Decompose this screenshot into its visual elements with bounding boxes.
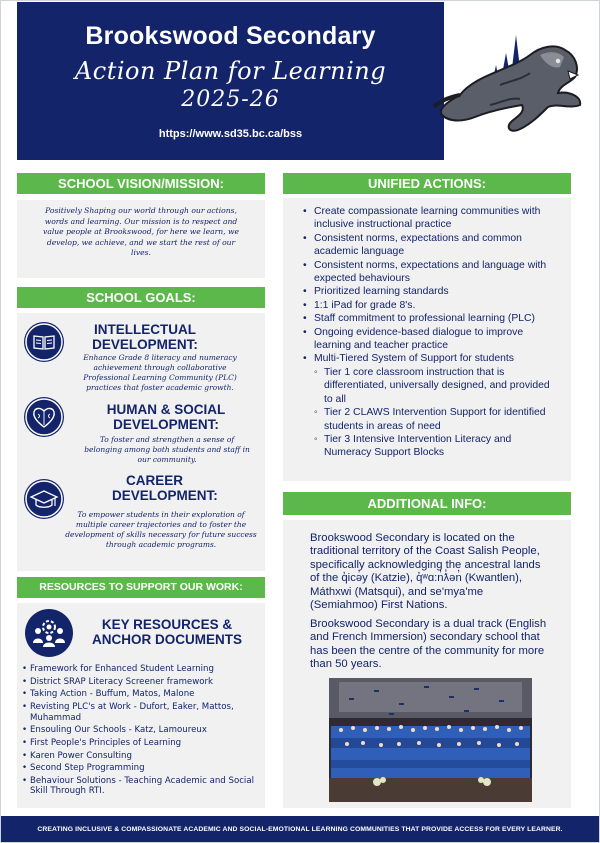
school-name: Brookswood Secondary <box>85 22 376 50</box>
sub-list-item: ◦ Tier 2 CLAWS Intervention Support for identified students in areas of need <box>314 406 553 433</box>
list-item: • Ongoing evidence-based dialogue to improve learning and teacher practice <box>303 326 553 353</box>
goal-social-text: To foster and strengthen a sense of belonging among both students and staff in our community. <box>84 435 250 464</box>
bobcat-mascot-icon <box>430 25 585 145</box>
list-item: • Karen Power Consulting <box>22 751 260 761</box>
vision-text: Positively Shaping our world through our actions, words and learning. Our mission is to respect and value people at Brookswood, for here we learn, we develop, we achieve, and we start the rest of our lives. <box>43 206 239 257</box>
graduation-photo <box>329 678 532 802</box>
goal-career-title: CAREER DEVELOPMENT: <box>112 473 218 503</box>
goal-intellectual-text: Enhance Grade 8 literacy and numeracy achievement through collaborative Professional Learning Community (PLC) practices that foster academic growth. <box>83 353 237 392</box>
plan-title: Action Plan for Learning <box>74 57 387 85</box>
list-item: • Consistent norms, expectations and common academic language <box>303 232 553 259</box>
school-description: Brookswood Secondary is a dual track (English and French Immersion) secondary school that has been the centre of the community for more than 50 years. <box>310 618 547 671</box>
tier-sub-list <box>314 366 553 460</box>
sub-list-item: ◦ Tier 1 core classroom instruction that is differentiated, universally designed, and provided to all <box>314 366 553 406</box>
list-item: • First People's Principles of Learning <box>22 738 260 748</box>
info-heading: ADDITIONAL INFO: <box>283 492 571 515</box>
footer-text: CREATING INCLUSIVE & COMPASSIONATE ACADEMIC AND SOCIAL-EMOTIONAL LEARNING COMMUNITIES THAT PROVIDE ACCESS FOR EVERY LEARNER. <box>37 826 563 833</box>
territory-acknowledgement: Brookswood Secondary is located on the traditional territory of the Coast Salish People, specifically acknowledging the ancestral lands of the q̓icə̓y (Katzie), q̓ʷɑ:n̓ƛ̓ən̓ (Kwantlen), Máthxwi (Matsqui), and se'mya'me (Semiahmoo) First Nations. <box>310 532 541 612</box>
goal-social-title: HUMAN & SOCIAL DEVELOPMENT: <box>106 402 226 432</box>
actions-heading: UNIFIED ACTIONS: <box>283 173 571 194</box>
plan-year: 2025-26 <box>181 87 280 112</box>
sub-list-item: ◦ Tier 3 Intensive Intervention Literacy and Numeracy Support Blocks <box>314 433 553 460</box>
list-item: • 1:1 iPad for grade 8's. <box>303 299 553 312</box>
list-item: • Second Step Programming <box>22 763 260 773</box>
list-item: • Behaviour Solutions - Teaching Academic and Social Skill Through RTI. <box>22 776 260 797</box>
list-item: • Create compassionate learning communities with inclusive instructional practice <box>303 205 553 232</box>
footer-banner <box>0 816 600 843</box>
list-item: • Framework for Enhanced Student Learning <box>22 664 260 674</box>
list-item: • Consistent norms, expectations and language with expected behaviours <box>303 259 553 286</box>
vision-heading: SCHOOL VISION/MISSION: <box>17 173 265 194</box>
goals-heading: SCHOOL GOALS: <box>17 287 265 308</box>
resources-list <box>22 664 260 799</box>
list-item: • Revisting PLC's at Work - Dufort, Eaker, Mattos, Muhammad <box>22 702 260 723</box>
unified-actions-list <box>303 205 553 460</box>
school-url[interactable]: https://www.sd35.bc.ca/bss <box>158 128 303 140</box>
list-item: • District SRAP Literacy Screener framework <box>22 677 260 687</box>
list-item: • Prioritized learning standards <box>303 285 553 298</box>
goal-career-text: To empower students in their exploration of multiple career trajectories and to foster the development of skills necessary for future success through academic programs. <box>65 510 257 549</box>
list-item: • Ensouling Our Schools - Katz, Lamoureux <box>22 725 260 735</box>
list-item-mtss: • Multi-Tiered System of Support for students ◦ Tier 1 core classroom instruction that is differentiated, universally designed, and provided to all ◦ Tier 2 CLAWS Intervention Support for identified students in areas of need ◦ Tier 3 Intensive Intervention Literacy and Numeracy Support Blocks <box>303 352 553 459</box>
goal-intellectual-title: INTELLECTUAL DEVELOPMENT: <box>92 322 198 352</box>
graduation-cap-icon <box>24 479 64 519</box>
team-gear-icon <box>25 609 73 657</box>
header-banner <box>17 2 444 160</box>
vision-panel <box>17 200 265 278</box>
list-item: • Staff commitment to professional learning (PLC) <box>303 312 553 325</box>
heart-brain-icon <box>24 397 64 437</box>
list-item: • Taking Action - Buffum, Matos, Malone <box>22 689 260 699</box>
book-icon <box>24 322 64 362</box>
key-resources-title: KEY RESOURCES & ANCHOR DOCUMENTS <box>92 617 242 647</box>
resources-heading: RESOURCES TO SUPPORT OUR WORK: <box>17 577 265 598</box>
